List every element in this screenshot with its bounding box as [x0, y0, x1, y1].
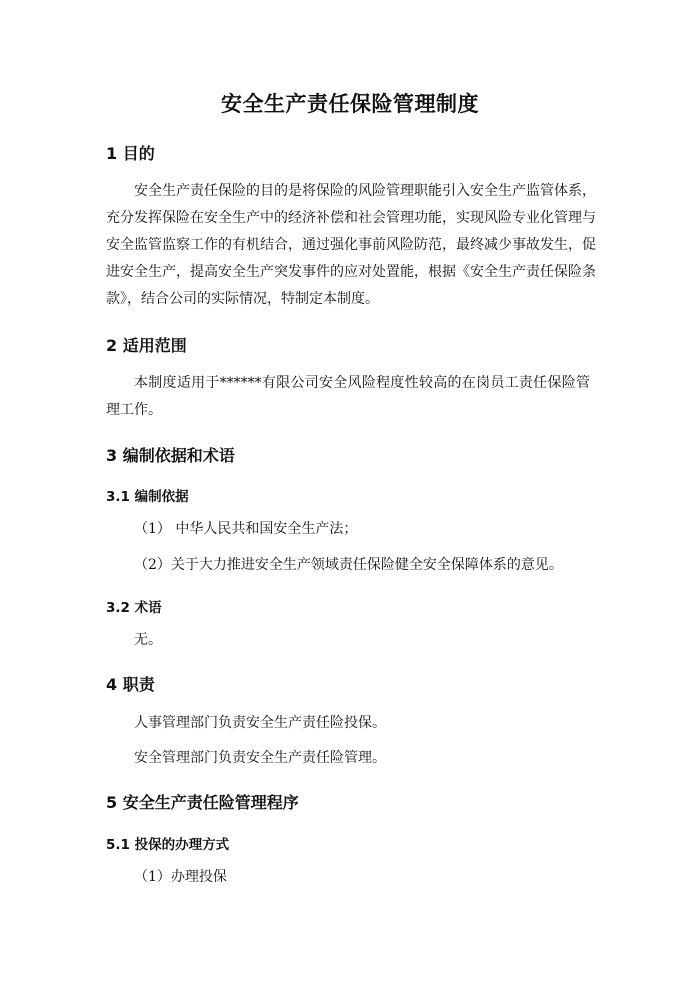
document-title: 安全生产责任保险管理制度: [221, 91, 479, 116]
paragraph-line: 充分发挥保险在安全生产中的经济补偿和社会管理功能，实现风险专业化管理与: [106, 210, 596, 226]
list-item: （1）办理投保: [134, 869, 227, 885]
paragraph-line: 安全管理部门负责安全生产责任险管理。: [134, 750, 386, 766]
paragraph-line: 人事管理部门负责安全生产责任险投保。: [134, 715, 386, 731]
list-item: （1） 中华人民共和国安全生产法；: [134, 521, 358, 537]
subsection-heading-basis: 3.1 编制依据: [106, 489, 189, 505]
paragraph-line: 理工作。: [106, 402, 162, 418]
paragraph-line: 安全生产责任保险的目的是将保险的风险管理职能引入安全生产监管体系，: [134, 183, 596, 199]
paragraph-line: 款》，结合公司的实际情况，特制定本制度。: [106, 291, 379, 307]
paragraph-line: 本制度适用于******有限公司安全风险程度性较高的在岗员工责任保险管: [134, 375, 590, 391]
section-heading-basis-terms: 3 编制依据和术语: [106, 446, 235, 465]
paragraph-line: 无。: [134, 632, 162, 648]
subsection-heading-terms: 3.2 术语: [106, 600, 162, 616]
section-heading-responsibilities: 4 职责: [106, 675, 155, 694]
list-item: （2）关于大力推进安全生产领域责任保险健全安全保障体系的意见。: [134, 557, 563, 573]
subsection-heading-insurance-method: 5.1 投保的办理方式: [106, 837, 230, 853]
paragraph-line: 安全监管监察工作的有机结合，通过强化事前风险防范，最终减少事故发生，促: [106, 237, 596, 253]
section-heading-purpose: 1 目的: [106, 144, 155, 163]
paragraph-line: 进安全生产，提高安全生产突发事件的应对处置能，根据《安全生产责任保险条: [106, 264, 596, 280]
section-heading-scope: 2 适用范围: [106, 336, 187, 355]
section-heading-procedure: 5 安全生产责任险管理程序: [106, 793, 299, 812]
